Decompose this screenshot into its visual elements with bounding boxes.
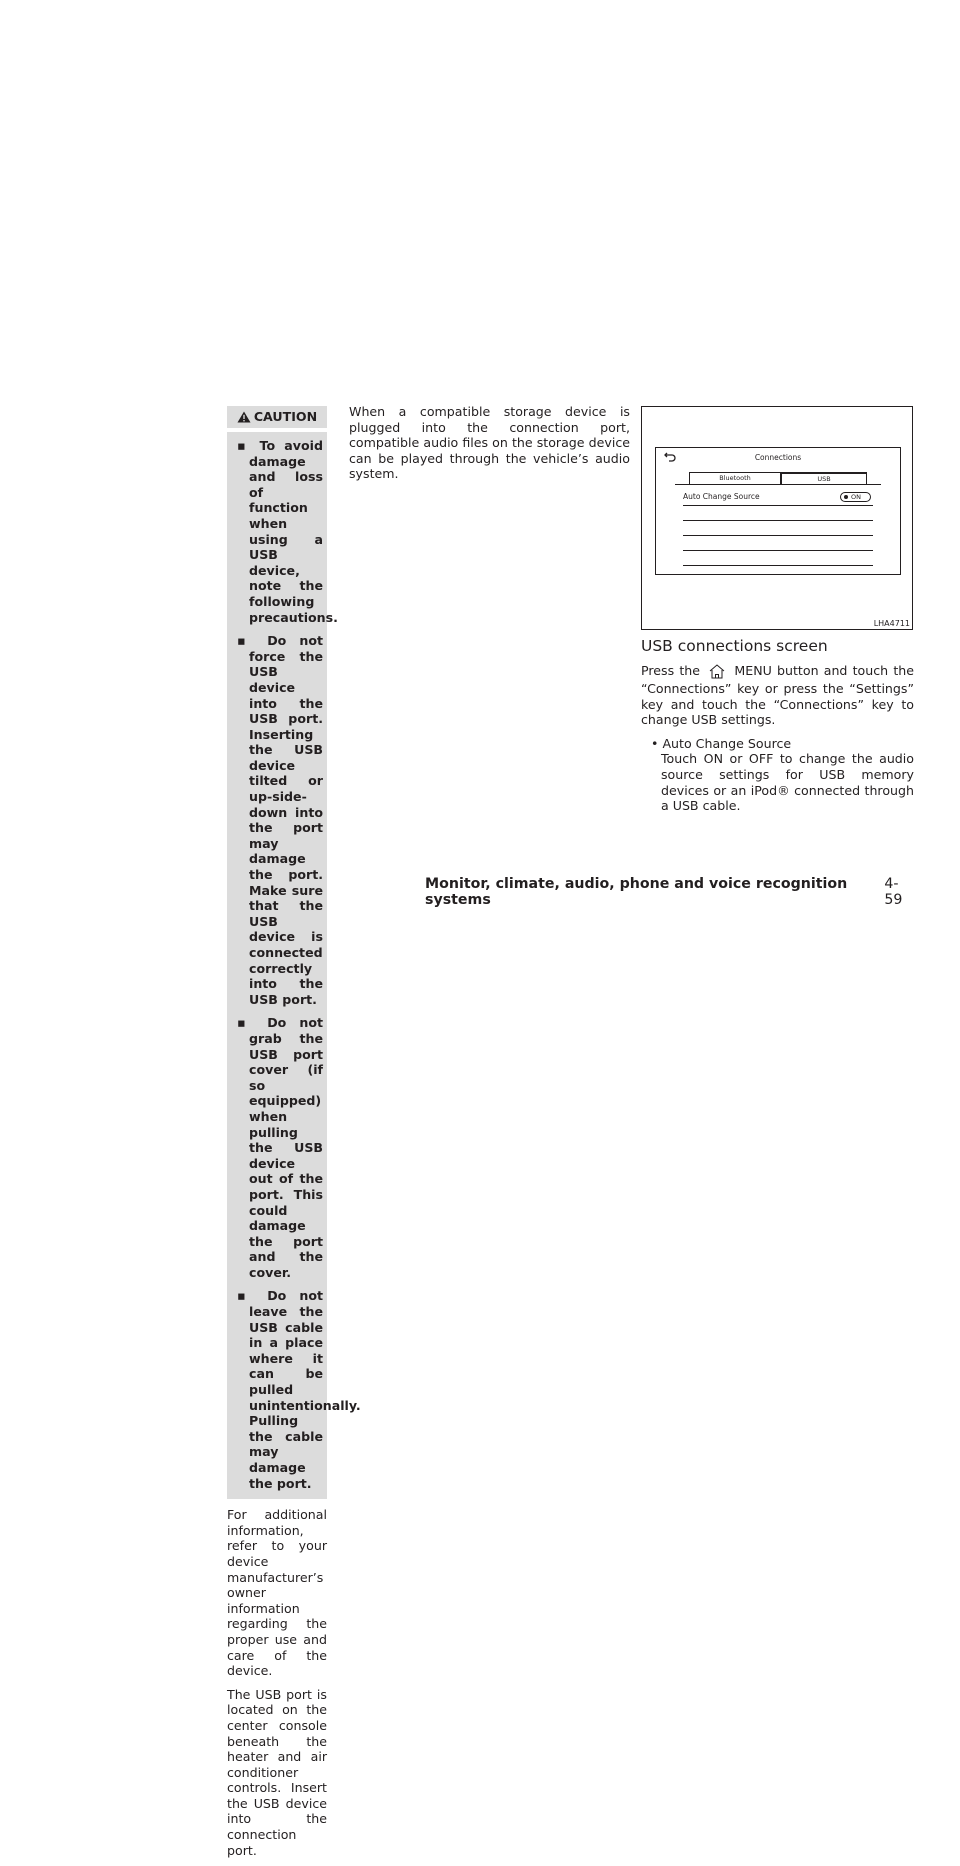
caution-label: CAUTION bbox=[253, 409, 318, 425]
list-item bbox=[651, 736, 914, 814]
middle-column bbox=[349, 404, 630, 490]
screen-display bbox=[655, 447, 901, 575]
list-separator bbox=[683, 565, 873, 566]
toggle-label: ON bbox=[851, 493, 861, 501]
caution-box bbox=[227, 406, 361, 1499]
bullet-title: • Auto Change Source bbox=[651, 735, 792, 751]
auto-change-source-label: Auto Change Source bbox=[683, 492, 760, 501]
page-footer bbox=[425, 876, 914, 908]
caution-item: ▪ Do not leave the USB cable in a place where it can be pulled unintentionally. Pulling the cable may damage the port. bbox=[237, 1288, 361, 1491]
screen-header bbox=[656, 448, 900, 470]
toggle-indicator-icon bbox=[844, 495, 848, 499]
caution-heading bbox=[227, 406, 327, 428]
footer-section-title: Monitor, climate, audio, phone and voice recognition systems bbox=[425, 876, 848, 908]
additional-info-paragraph: For additional information, refer to your device manufacturer’s owner information regarding the proper use and care of the device. bbox=[227, 1507, 327, 1679]
screen-title: Connections bbox=[754, 453, 802, 462]
left-column bbox=[227, 406, 361, 1866]
caution-item: ▪ Do not grab the USB port cover (if so equipped) when pulling the USB device out of the port. This could damage the port and the cover. bbox=[237, 1015, 323, 1280]
list-separator bbox=[683, 550, 873, 551]
page-number: 4-59 bbox=[884, 876, 903, 908]
port-location-paragraph: The USB port is located on the center console beneath the heater and air conditioner controls. Insert the USB device into the connection port. bbox=[227, 1686, 327, 1858]
right-column bbox=[641, 404, 914, 814]
list-separator bbox=[683, 505, 873, 506]
connections-screen-figure bbox=[641, 406, 913, 630]
bullet-description: Touch ON or OFF to change the audio source settings for USB memory devices or an iPod® connected through a USB cable. bbox=[661, 751, 914, 814]
tab-underline bbox=[675, 484, 881, 485]
warning-triangle-icon bbox=[237, 411, 251, 423]
caution-list bbox=[227, 432, 361, 1499]
section-heading: USB connections screen bbox=[641, 637, 828, 655]
list-separator bbox=[683, 520, 873, 521]
caution-item: ▪ To avoid damage and loss of function when using a USB device, note the following precautions. bbox=[237, 438, 338, 625]
tab-usb: USB bbox=[781, 472, 867, 484]
figure-code: LHA4711 bbox=[873, 619, 910, 628]
usb-settings-paragraph: Press the MENU button and touch the “Connections” key or press the “Settings” key and touch the “Connections” key to change USB settings. bbox=[641, 663, 914, 728]
on-toggle bbox=[840, 492, 871, 502]
compatible-storage-paragraph: When a compatible storage device is plugged into the connection port, compatible audio files on the storage device can be played through the vehicle’s audio system. bbox=[349, 404, 630, 482]
list-separator bbox=[683, 535, 873, 536]
caution-item: ▪ Do not force the USB device into the USB port. Inserting the USB device tilted or up-side-down into the port may damage the port. Make sure that the USB device is connected correctly into the USB port. bbox=[237, 633, 323, 1007]
tab-bluetooth: Bluetooth bbox=[689, 472, 781, 484]
home-menu-icon bbox=[707, 663, 727, 681]
